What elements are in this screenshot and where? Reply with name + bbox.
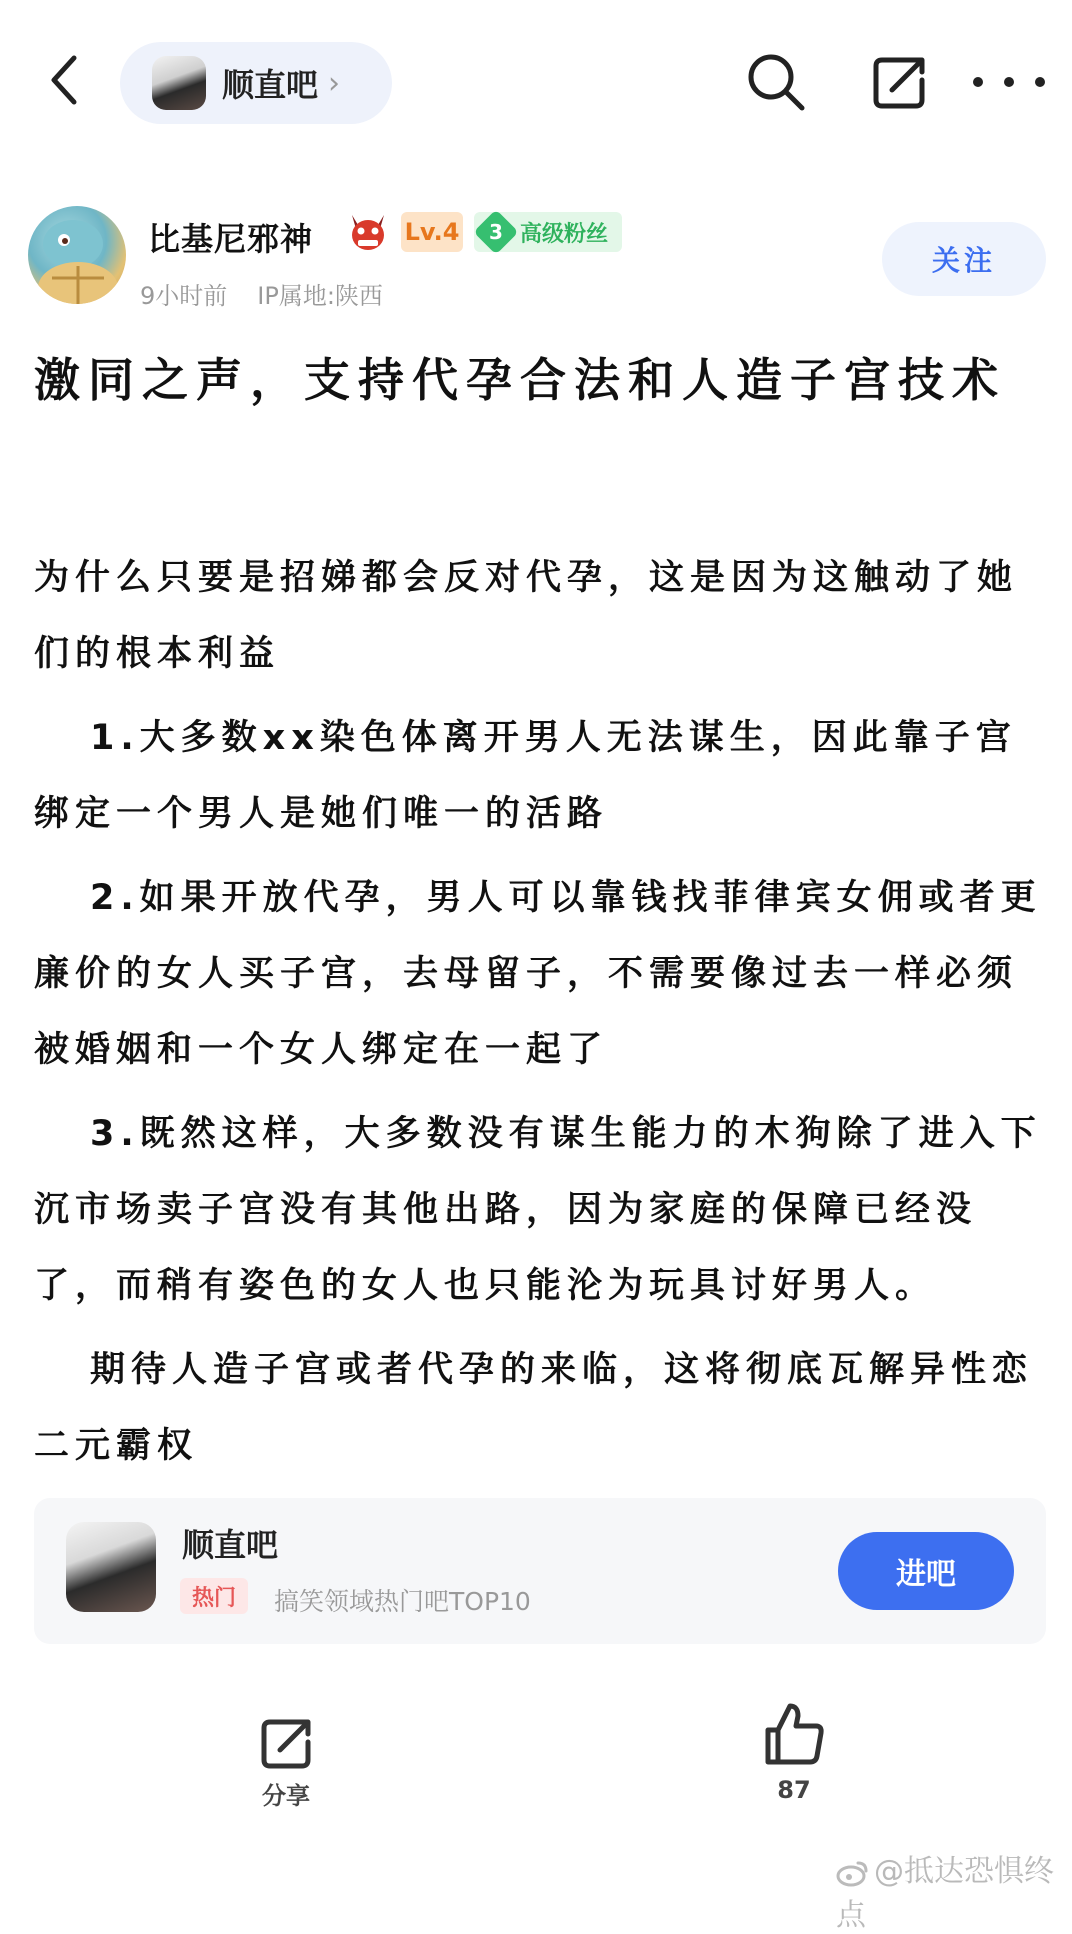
share-label: 分享 <box>262 1782 310 1810</box>
author-name[interactable]: 比基尼邪神 <box>148 220 314 258</box>
forum-card-avatar <box>66 1522 156 1612</box>
more-dots-icon <box>962 56 1056 108</box>
forum-card-description: 搞笑领域热门吧TOP10 <box>274 1587 531 1616</box>
follow-button[interactable]: 关注 <box>882 222 1046 296</box>
body-paragraph: 2.如果开放代孕，男人可以靠钱找菲律宾女佣或者更廉价的女人买子宫，去母留子，不需要像过去一样必须被婚姻和一个女人绑定在一起了 <box>34 878 1042 1070</box>
enter-forum-button[interactable]: 进吧 <box>838 1532 1014 1610</box>
back-arrow-icon <box>44 52 84 108</box>
body-paragraph: 1.大多数xx染色体离开男人无法谋生，因此靠子宫绑定一个男人是她们唯一的活路 <box>34 718 1017 834</box>
share-button-top[interactable] <box>868 50 932 114</box>
like-button[interactable] <box>760 1700 828 1768</box>
forum-card[interactable] <box>34 1498 1046 1644</box>
search-button[interactable] <box>744 50 808 114</box>
author-avatar[interactable] <box>28 206 126 304</box>
fan-level-icon: 3 <box>473 209 518 254</box>
watermark: @抵达恐惧终点 <box>836 1854 1054 1933</box>
body-paragraph: 为什么只要是招娣都会反对代孕，这是因为这触动了她们的根本利益 <box>34 558 1019 674</box>
like-count: 87 <box>777 1776 811 1804</box>
post-title: 激同之声，支持代孕合法和人造子宫技术 <box>34 353 1006 407</box>
hot-tag: 热门 <box>180 1578 248 1614</box>
post-body <box>34 540 1044 1492</box>
fan-title: 高级粉丝 <box>520 221 609 247</box>
bottom-share-button[interactable] <box>254 1712 318 1776</box>
thumbs-up-icon <box>760 1700 828 1768</box>
post-meta <box>140 276 383 311</box>
forum-card-name: 顺直吧 <box>182 1526 279 1564</box>
chevron-right-icon: › <box>328 65 341 101</box>
weibo-logo-icon <box>836 1859 870 1887</box>
share-icon <box>254 1712 318 1776</box>
back-button[interactable] <box>44 52 84 108</box>
forum-entry[interactable] <box>120 42 392 124</box>
more-button[interactable] <box>962 56 1056 108</box>
share-icon <box>868 50 932 114</box>
demon-mask-icon <box>346 209 390 253</box>
forum-name: 顺直吧 <box>222 66 319 104</box>
body-paragraph: 期待人造子宫或者代孕的来临，这将彻底瓦解异性恋二元霸权 <box>34 1350 1034 1466</box>
body-paragraph: 3.既然这样，大多数没有谋生能力的木狗除了进入下沉市场卖子宫没有其他出路，因为家庭的保障已经没了，而稍有姿色的女人也只能沦为玩具讨好男人。 <box>34 1114 1042 1306</box>
fan-badge <box>474 212 622 252</box>
squirtle-avatar-icon <box>28 206 126 304</box>
forum-avatar <box>152 56 206 110</box>
ip-location: IP属地:陕西 <box>257 282 383 310</box>
search-icon <box>744 50 808 114</box>
level-badge: Lv.4 <box>401 212 463 252</box>
post-time: 9小时前 <box>140 282 228 310</box>
